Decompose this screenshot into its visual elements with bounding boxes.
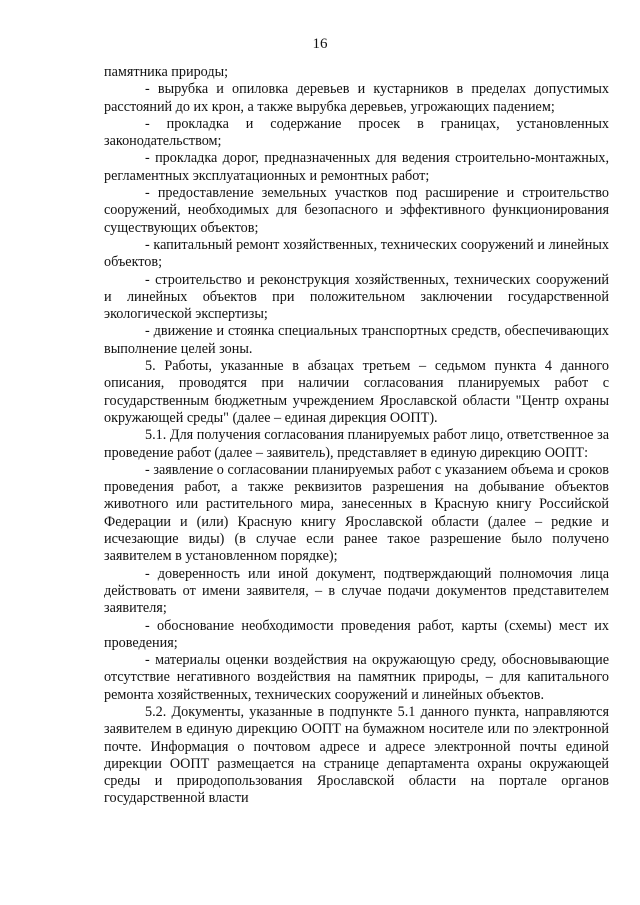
list-item-construction: - строительство и реконструкция хозяйственных, технических сооружений и линейных объектов при положительном заключении государственной экологической экспертизы; bbox=[104, 271, 609, 323]
list-item-impact-assessment: - материалы оценки воздействия на окружающую среду, обосновывающие отсутствие негативного воздействия на памятник природы, – для капитального ремонта хозяйственных, технических сооружений и линейных объектов. bbox=[104, 652, 609, 703]
list-item-roads: - прокладка дорог, предназначенных для ведения строительно-монтажных, регламентных эксплуатационных и ремонтных работ; bbox=[104, 150, 609, 184]
paragraph-5-2: 5.2. Документы, указанные в подпункте 5.1 данного пункта, направляются заявителем в единую дирекцию ООПТ на бумажном носителе или по электронной почте. Информация о почтовом адресе и адресе электронной почты единой дирекции ООПТ размещается на странице департамента охраны окружающей среды и природопользования Ярославской области на портале органов государственной власти bbox=[104, 703, 609, 807]
paragraph-1: памятника природы; bbox=[104, 64, 229, 80]
list-item-capital-repair: - капитальный ремонт хозяйственных, технических сооружений и линейных объектов; bbox=[104, 236, 609, 271]
list-item-clearings: - прокладка и содержание просек в границах, установленных законодательством; bbox=[104, 115, 609, 150]
list-item-vehicles: - движение и стоянка специальных транспортных средств, обеспечивающих выполнение целей зоны. bbox=[104, 323, 609, 357]
list-item-application: - заявление о согласовании планируемых работ с указанием объема и сроков проведения работ, а также реквизитов разрешения на добывание объектов животного или растительного мира, занесенных в Красную книгу Российской Федерации и (или) Красную книгу Ярославской области (далее – редкие и исчезающие виды) (в случае если ранее такое разрешение было получено заявителем в установленном порядке); bbox=[104, 461, 609, 565]
page-number: 16 bbox=[312, 36, 328, 52]
list-item-power-of-attorney: - доверенность или иной документ, подтверждающий полномочия лица действовать от имени заявителя, – в случае подачи документов представителем заявителя; bbox=[104, 565, 609, 617]
list-item-tree-cutting: - вырубка и опиловка деревьев и кустарников в пределах допустимых расстояний до их крон, а также вырубка деревьев, угрожающих падением; bbox=[104, 81, 609, 115]
paragraph-5: 5. Работы, указанные в абзацах третьем – седьмом пункта 4 данного описания, проводятся при наличии согласования планируемых работ с государственным бюджетным учреждением Ярославской области "Центр охраны окружающей среды" (далее – единая дирекция ООПТ). bbox=[104, 358, 609, 426]
document-body bbox=[104, 64, 609, 808]
list-item-land-plots: - предоставление земельных участков под расширение и строительство сооружений, необходимых для безопасного и эффективного функционирования существующих объектов; bbox=[104, 185, 609, 236]
paragraph-5-1: 5.1. Для получения согласования планируемых работ лицо, ответственное за проведение работ (далее – заявитель), представляет в единую дирекцию ООПТ: bbox=[104, 427, 609, 461]
list-item-justification: - обоснование необходимости проведения работ, карты (схемы) мест их проведения; bbox=[104, 617, 609, 651]
